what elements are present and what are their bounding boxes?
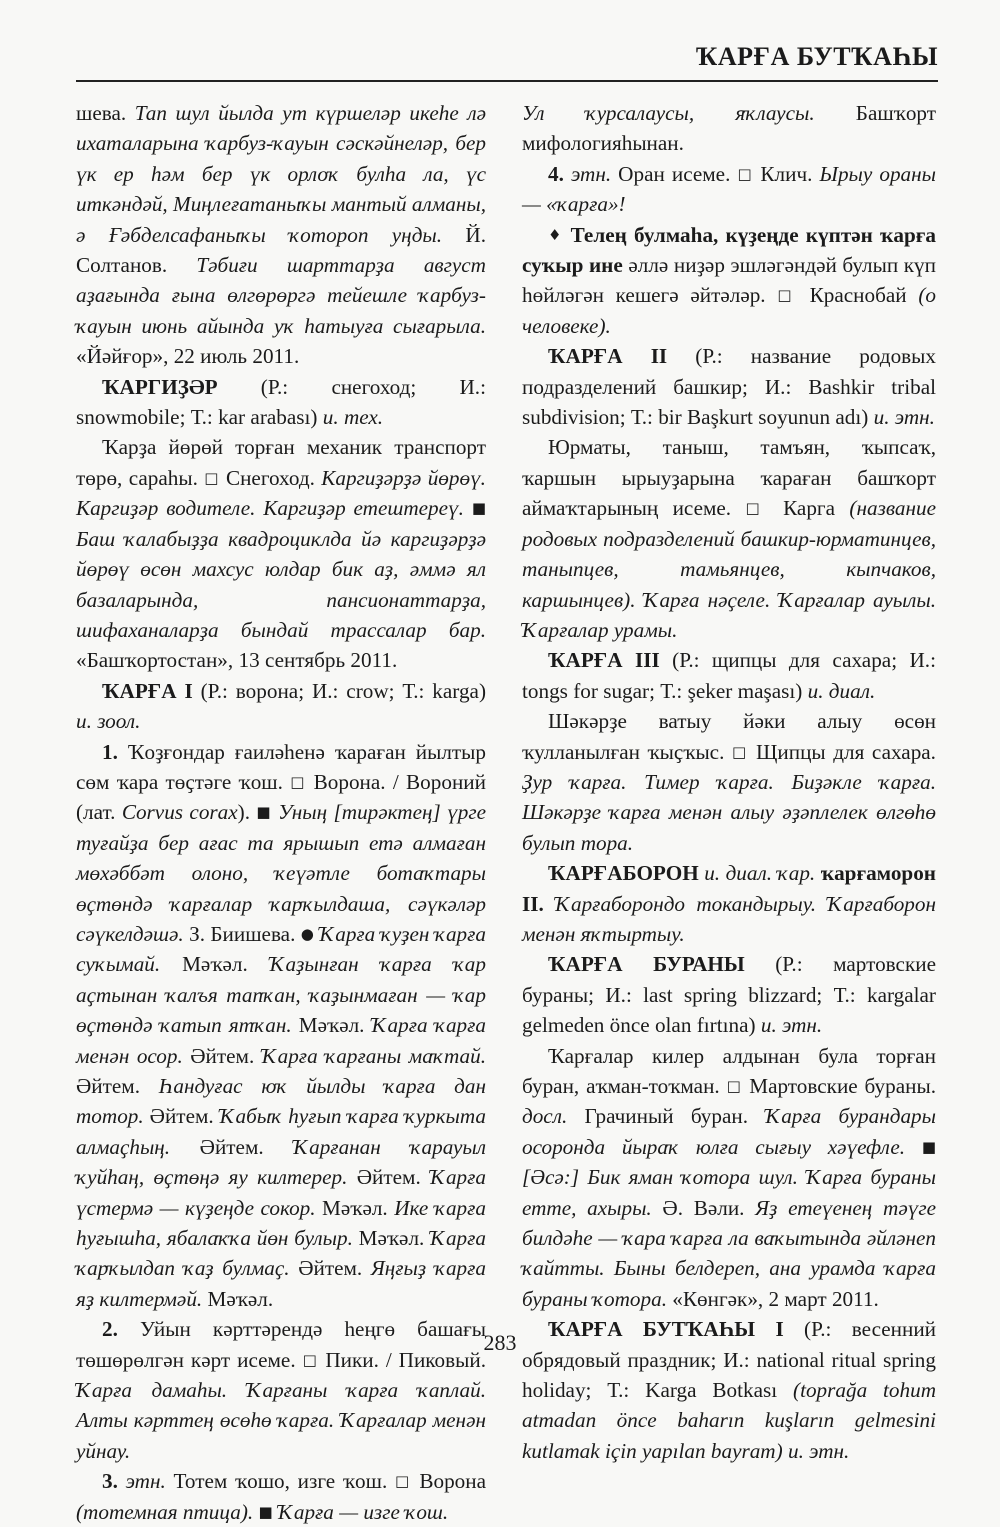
box-marker-icon: □ xyxy=(204,468,220,487)
entry-continuation: шева. Тап шул йылда ут күршеләр икеһе лә ихаталарына ҡарбуз-ҡауын сәскәйнеләр, бер үк ер һәм бер үк орлоҡ булһа ла, үс иткәндәй, Миңлеғатаныҡы мантый алманы, ә Ғәбделсафаныҡы ҡотороп уңды. Й. Солтанов. Тәбиғи шарттарҙа август аҙағында ғына өлгөрөргә тейешле ҡарбуз-ҡауын июнь айында уҡ һатыуға сығарыла. «Йәйғор», 22 июль 2011. xyxy=(76,101,486,369)
entry-karga-3-definition: Шәкәрҙе ватыу йәки алыу өсөн ҡулланылған ҡыҫҡыс. □ Щипцы для сахара. Ҙур ҡарға. Тимер ҡарға. Биҙәкле ҡарға. Шәкәрҙе ҡарға менән алыу әҙәплелек өлгөһө булып тора. xyxy=(522,709,936,855)
box-marker-icon: □ xyxy=(777,286,798,305)
entry-karga-1: ҠАРҒА I (Р.: ворона; И.: crow; Т.: karga) и. зоол. xyxy=(76,678,486,734)
box-marker-icon: □ xyxy=(745,499,769,518)
entry-kargizar-definition: Ҡарҙа йөрөй торған механик транспорт төрө, сараһы. □ Снегоход. Каргиҙәрҙә йөрөү. Каргиҙәр водителе. Каргиҙәр етештереү. ■ Баш ҡалабыҙҙа квадроциклда йә каргиҙәрҙә йөрөү өсөн махсус юлдар бик аҙ, әммә ял базаларында, пансионаттарҙа, шифаханаларҙа бындай трассалар бар. «Башҡортостан», 13 сентябрь 2011. xyxy=(76,435,486,673)
right-column xyxy=(522,98,936,1466)
idiom: ♦ Телең булмаһа, күҙеңде күптән ҡарға суҡыр ине әллә ниҙәр эшләгәндәй булып күп һөйләгән кешегә әйтәләр. □ Краснобай (о человеке). xyxy=(522,222,937,338)
entry-karga-butkahy: ҠАРҒА БУТҠАҺЫ I (Р.: весенний обрядовый праздник; И.: national ritual spring holiday; Т.: Karga Botkası (toprağa tohum atmadan önce baharın kuşların gelmesini kutlamak için yapılan bayram) и. этн. xyxy=(522,1317,937,1463)
headword: ҠАРҒА III xyxy=(548,648,660,673)
box-marker-icon: □ xyxy=(290,772,307,791)
sense-3: 3. этн. Тотем ҡошо, изге ҡош. □ Ворона (тотемная птица). ■ Ҡарға — изге ҡош. xyxy=(76,1469,486,1524)
headword: ҠАРҒА БУТҠАҺЫ I xyxy=(548,1317,784,1342)
bullet-icon: ● xyxy=(300,924,314,943)
entry-karga-burany: ҠАРҒА БУРАНЫ (Р.: мартовские бураны; И.: last spring blizzard; Т.: kargalar gelmeden önce olan fırtına) и. этн. xyxy=(522,952,936,1038)
entry-kargaboron: ҠАРҒАБОРОН и. диал. ҡар. ҡарғаморон II. Ҡарғаборондо токандырыу. Ҡарғаборон менән яҡтыртыу. xyxy=(522,861,936,946)
entry-karga-2: ҠАРҒА II (Р.: название родовых подразделений башкир; И.: Bashkir tribal subdivision; Т.: bir Başkurt soyunun adı) и. этн. xyxy=(522,344,936,430)
black-square-icon: ■ xyxy=(471,499,486,518)
sense-4: 4. этн. Оран исеме. □ Клич. Ырыу ораны — «ҡарға»! xyxy=(522,161,937,217)
sense-2: 2. Уйын кәрттәрендә һеңгө башағы төшөрөлгән кәрт исеме. □ Пики. / Пиковый. Ҡарға дамаһы. Ҡарғаны ҡарға ҡаплай. Алты кәрттең өсөһө ҡарға. Ҡарғалар менән уйнау. xyxy=(76,1317,487,1463)
sense-1: 1. Ҡоҙғондар ғаиләһенә ҡараған йылтыр сөм ҡара төҫтәге ҡош. □ Ворона. / Вороний (лат. Corvus corax). ■ Уның [тирәктең] үрге туғайҙа бер ағас та ярышып етә алмаған мөхәббәт олоно, ҡеүәтле ботаҡтары өҫтөндә ҡарғалар ҡарҡылдаша, сәүкәләр сәүкелдәшә. З. Биишева. ● Ҡарға ҡуҙен ҡарға суҡымай. Мәҡәл. Ҡаҙынған ҡарға ҡар аҫтынан ҡалъя тапҡан, ҡаҙынмаған — ҡар өҫтөндә ҡатып ятҡан. Мәҡәл. Ҡарға ҡарға менән осор. Әйтем. Ҡарға ҡарғаны маҡтай. Әйтем. Һандуғас юҡ йылды ҡарға дан тотор. Әйтем. Ҡабыҡ һуғып ҡарға ҡуркыта алмаҫһың. Әйтем. Ҡарғанан ҡарауыл ҡуйһаң, өҫтөңә яу килтерер. Әйтем. Ҡарға үстермә — күҙеңде сокор. Мәҡәл. Ике ҡарға һуғышһа, ябалаҡҡа йөн булыр. Мәҡәл. Ҡарға ҡарҡылдап ҡаҙ булмаҫ. Әйтем. Яңғыҙ ҡарға яҙ килтермәй. Мәҡәл. xyxy=(76,739,487,1311)
headword: ҠАРҒА II xyxy=(548,344,668,369)
headword: ҠАРҒА БУРАНЫ xyxy=(548,952,745,977)
box-marker-icon: □ xyxy=(302,1350,319,1369)
headword: ҠАРҒА I xyxy=(102,678,193,703)
entry-karga-2-definition: Юрматы, таныш, тамъян, ҡыпсаҡ, ҡаршын ырыуҙарына ҡараған башҡорт аймаҡтарының исеме. □ Карга (название родовых подразделений башкир-юрматинцев, таныпцев, тамьянцев, кыпчаков, каршынцев). Ҡарға нәҫеле. Ҡарғалар ауылы. Ҡарғалар урамы. xyxy=(522,435,936,642)
sense-3-continuation: Ул ҡурсалаусы, яҡлаусы. Башҡорт мифологияһынан. xyxy=(522,101,936,156)
headword: ҠАРҒАБОРОН xyxy=(548,861,699,886)
running-head: ҠАРҒА БУТҠАҺЫ xyxy=(695,42,938,71)
black-square-icon: ■ xyxy=(258,1502,273,1521)
box-marker-icon: □ xyxy=(726,1077,743,1095)
black-square-icon: ■ xyxy=(921,1137,936,1156)
page-number: 283 xyxy=(483,1330,517,1355)
entry-karga-burany-definition: Ҡарғалар килер алдынан була торған буран, аҡман-тоҡман. □ Мартовские бураны. досл. Грачиный буран. Ҡарға бурандары осоронда йыраҡ юлға сығыу хәүефле. ■ [Әсә:] Бик яман ҡотора шул. Ҡарға бураны етте, ахыры. Ә. Вәли. Яҙ етеүенең тәүге билдәһе — ҡара ҡарға ла ваҡытында әйләнеп ҡайтты. Быны белдереп, ана урамда ҡарға бураны ҡотора. «Көнгәк», 2 март 2011. xyxy=(522,1043,937,1311)
entry-karga-3: ҠАРҒА III (Р.: щипцы для сахара; И.: tongs for sugar; Т.: şeker maşası) и. диал. xyxy=(522,648,936,703)
left-column xyxy=(76,98,486,1527)
box-marker-icon: □ xyxy=(737,164,754,183)
diamond-icon: ♦ xyxy=(548,225,564,244)
entry-kargizar: ҠАРГИҘӘР (Р.: снегоход; И.: snowmobile; Т.: kar arabası) и. тех. xyxy=(76,374,486,430)
black-square-icon: ■ xyxy=(256,803,272,822)
header-rule xyxy=(76,80,938,82)
headword: ҠАРГИҘӘР xyxy=(102,374,218,399)
box-marker-icon: □ xyxy=(395,1472,412,1491)
box-marker-icon: □ xyxy=(731,742,749,761)
